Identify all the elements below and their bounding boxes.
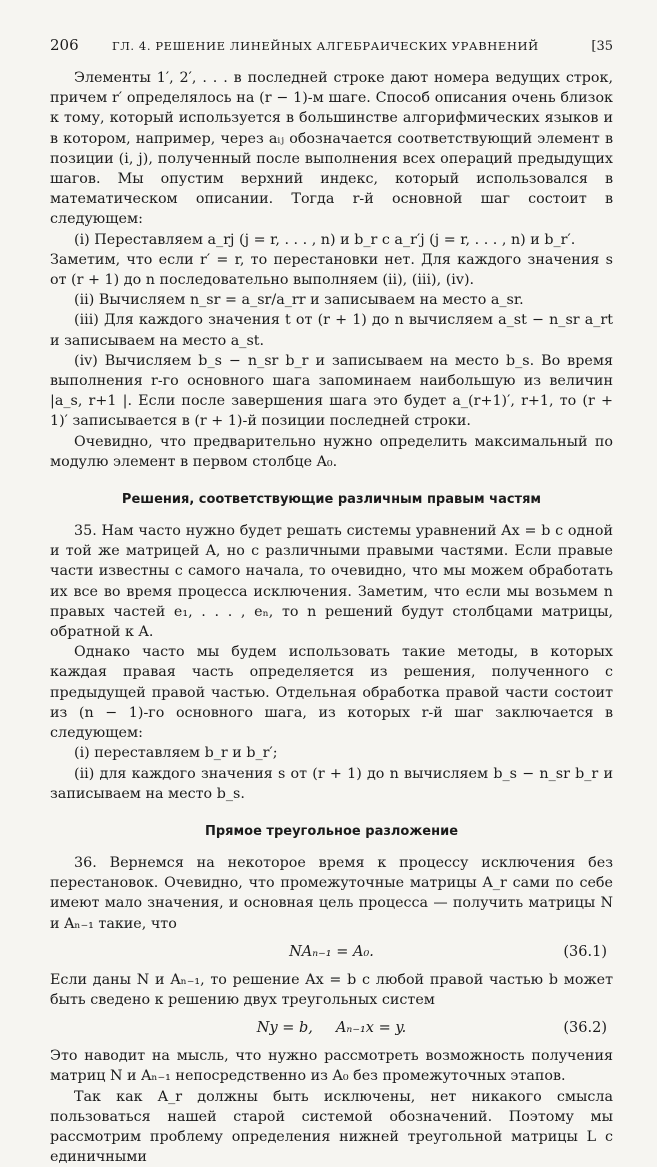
list-item: (ii) для каждого значения s от (r + 1) до n вычисляем b_s − n_sr b_r и записываем на место b_s. [50,765,613,802]
equation-body: Ny = b, Aₙ₋₁x = y. [256,1020,407,1037]
equation-number: (36.2) [563,1020,607,1037]
paragraph-36: 36. Вернемся на некоторое время к процессу исключения без перестановок. Очевидно, что промежуточные матрицы A_r сами по себе имеют мало значения, и основная цель процесса — получить матрицы N и Aₙ₋₁ такие, что [50,854,613,932]
paragraph: Очевидно, что предварительно нужно определить максимальный по модулю элемент в первом столбце A₀. [50,433,613,470]
paragraph: Если даны N и Aₙ₋₁, то решение Ax = b с любой правой частью b может быть сведено к решению двух треугольных систем [50,971,613,1008]
step-iv: (iv) Вычисляем b_s − n_sr b_r и записываем на место b_s. Во время выполнения r-го основного шага запоминаем наибольшую из величин |a_s, r+1 |. Если после завершения шага это будет a_(r+1)′, r+1, то (r + 1)′ записывается в (r + 1)-й позиции последней строки. [50,352,613,430]
equation-body: NAₙ₋₁ = A₀. [289,943,374,960]
paragraph: Это наводит на мысль, что нужно рассмотреть возможность получения матриц N и Aₙ₋₁ непосредственно из A₀ без промежуточных этапов. [50,1048,613,1085]
paragraph: Элементы 1′, 2′, . . . в последней строке дают номера ведущих строк, причем r′ определялось на (r − 1)-м шаге. Способ описания очень близок к тому, который используется в большинстве алгорифмических языков и в котором, например, через aᵢⱼ обозначается соответствующий элемент в позиции (i, j), полученный после выполнения всех операций предыдущих шагов. Мы опустим верхний индекс, который использовался в математическом описании. Тогда r-й основной шаг состоит в следующем: [50,70,613,228]
equation-36-2 [50,1014,613,1042]
page-number: 206 [50,36,79,54]
equation-36-1 [50,938,613,966]
step-ii: (ii) Вычисляем n_sr = a_sr/a_rr и записываем на место a_sr. [74,292,524,309]
section-ref: [35 [591,39,613,54]
step-i: (i) Переставляем a_rj (j = r, . . . , n) и b_r с a_r′j (j = r, . . . , n) и b_r′. [74,231,576,248]
list-item: (i) переставляем b_r и b_r′; [74,745,278,762]
section-title: Решения, соответствующие различным правым частям [121,492,542,508]
running-title: ГЛ. 4. РЕШЕНИЕ ЛИНЕЙНЫХ АЛГЕБРАИЧЕСКИХ УРАВНЕНИЙ [112,39,539,53]
paragraph: Однако часто мы будем использовать такие методы, в которых каждая правая часть определяется из решения, полученного с предыдущей правой частью. Отдельная обработка правой части состоит из (n − 1)-го основного шага, из которых r-й шаг заключается в следующем: [50,644,613,742]
running-header [50,36,613,54]
paragraph-35: 35. Нам часто нужно будет решать системы уравнений Ax = b с одной и той же матрицей A, но с различными правыми частями. Если правые части известны с самого начала, то очевидно, что мы можем обработать их все во время процесса исключения. Заметим, что если мы возьмем n правых частей e₁, . . . , eₙ, то n решений будут столбцами матрицы, обратной к A. [50,523,613,641]
paragraph: Так как A_r должны быть исключены, нет никакого смысла пользоваться нашей старой системой обозначений. Поэтому мы рассмотрим проблему определения нижней треугольной матрицы L с единичными [50,1088,613,1166]
equation-number: (36.1) [563,943,607,960]
step-iii: (iii) Для каждого значения t от (r + 1) до n вычисляем a_st − n_sr a_rt и записываем на место a_st. [50,312,613,349]
section-title: Прямое треугольное разложение [204,823,459,839]
paragraph: Заметим, что если r′ = r, то перестановки нет. Для каждого значения s от (r + 1) до n последовательно выполняем (ii), (iii), (iv). [50,251,613,289]
